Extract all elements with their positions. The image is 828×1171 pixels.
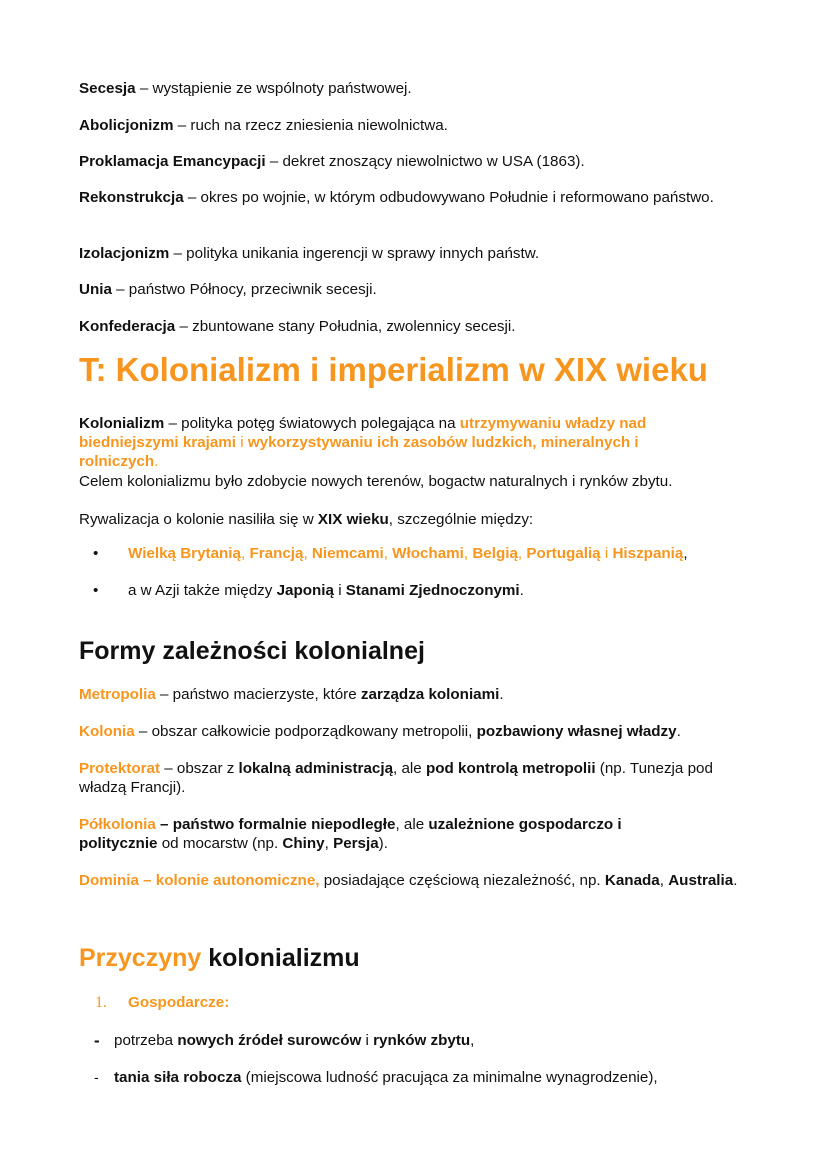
definition-polkolonia: Półkolonia – państwo formalnie niepodległe, ale uzależnione gospodarczo i politycznie od mocarstw (np. Chiny, Persja).	[79, 816, 622, 852]
bullet-icon: •	[93, 582, 99, 599]
topic-title: T: Kolonializm i imperializm w XIX wieku	[79, 351, 708, 388]
dash-icon: -	[94, 1069, 99, 1085]
definition-konfederacja: Konfederacja – zbuntowane stany Południa, zwolennicy secesji.	[79, 318, 516, 335]
dash-icon: -	[94, 1031, 100, 1050]
definition-metropolia: Metropolia – państwo macierzyste, które zarządza koloniami.	[79, 686, 504, 703]
definition-proklamacja: Proklamacja Emancypacji – dekret znoszący niewolnictwo w USA (1863).	[79, 153, 585, 170]
definition-protektorat: Protektorat – obszar z lokalną administracją, ale pod kontrolą metropolii (np. Tunezja pod władzą Francji).	[79, 760, 713, 796]
kolonializm-goal: Celem kolonializmu było zdobycie nowych terenów, bogactw naturalnych i rynków zbytu.	[79, 473, 673, 490]
definition-secesja: Secesja – wystąpienie ze wspólnoty państwowej.	[79, 80, 412, 97]
definition-dominia: Dominia – kolonie autonomiczne, posiadające częściową niezależność, np. Kanada, Australia.	[79, 872, 738, 889]
definition-unia: Unia – państwo Północy, przeciwnik secesji.	[79, 281, 377, 298]
forms-heading: Formy zależności kolonialnej	[79, 637, 425, 665]
rivalry-text: Rywalizacja o kolonie nasiliła się w XIX wieku, szczególnie między:	[79, 511, 534, 528]
definition-abolicjonizm: Abolicjonizm – ruch na rzecz zniesienia niewolnictwa.	[79, 117, 448, 134]
definition-kolonia: Kolonia – obszar całkowicie podporządkowany metropolii, pozbawiony własnej władzy.	[79, 723, 681, 740]
definition-kolonializm: Kolonializm – polityka potęg światowych polegająca na utrzymywaniu władzy nad biedniejszymi krajami i wykorzystywaniu ich zasobów ludzkich, mineralnych i rolniczych.	[79, 415, 647, 470]
bullet-icon: •	[93, 545, 99, 562]
causes-heading: Przyczyny kolonializmu	[79, 944, 360, 972]
definition-izolacjonizm: Izolacjonizm – polityka unikania ingerencji w sprawy innych państw.	[79, 245, 540, 262]
definition-rekonstrukcja: Rekonstrukcja – okres po wojnie, w którym odbudowywano Południe i reformowano państwo.	[79, 189, 714, 206]
